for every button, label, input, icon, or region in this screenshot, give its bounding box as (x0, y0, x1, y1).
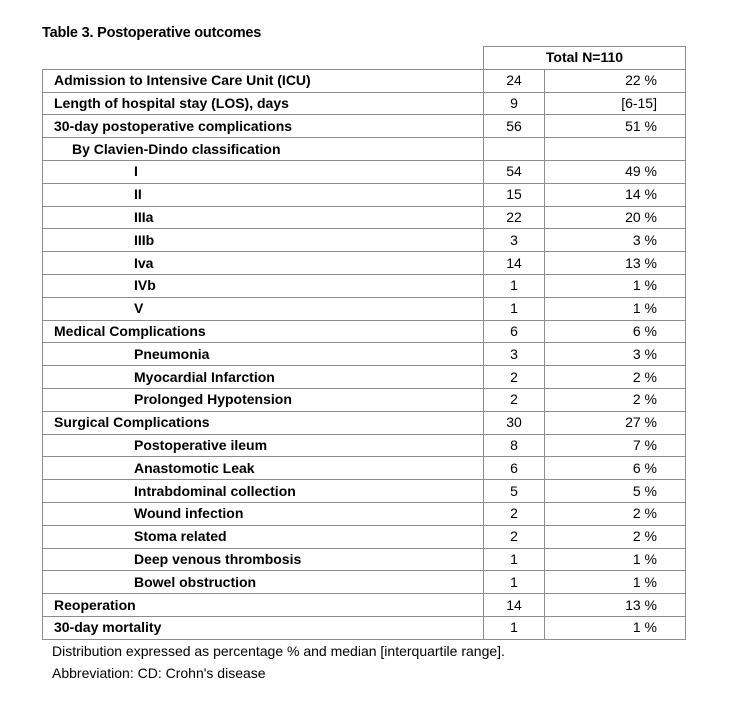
table-row (43, 434, 686, 457)
row-count: 1 (484, 274, 545, 297)
row-label: 30-day mortality (43, 616, 484, 639)
row-percentage: 1 % (545, 297, 686, 320)
table-row (43, 388, 686, 411)
row-label: Pneumonia (43, 343, 484, 366)
table-row (43, 206, 686, 229)
table-row (43, 366, 686, 389)
row-percentage: 2 % (545, 366, 686, 389)
table-row (43, 548, 686, 571)
row-count: 54 (484, 160, 545, 183)
table-row (43, 69, 686, 92)
footnote-distribution: Distribution expressed as percentage % and median [interquartile range]. (52, 643, 505, 659)
row-count: 6 (484, 457, 545, 480)
row-count: 6 (484, 320, 545, 343)
row-label: Medical Complications (43, 320, 484, 343)
row-percentage: 27 % (545, 411, 686, 434)
table-row (43, 616, 686, 639)
row-count: 1 (484, 616, 545, 639)
row-label: Surgical Complications (43, 411, 484, 434)
row-percentage: 6 % (545, 457, 686, 480)
row-count: 24 (484, 69, 545, 92)
row-label: Postoperative ileum (43, 434, 484, 457)
row-percentage: 2 % (545, 388, 686, 411)
row-count: 8 (484, 434, 545, 457)
table-row (43, 411, 686, 434)
row-label: 30-day postoperative complications (43, 115, 484, 138)
table-row (43, 457, 686, 480)
row-label: Anastomotic Leak (43, 457, 484, 480)
row-percentage: 2 % (545, 502, 686, 525)
row-label: Admission to Intensive Care Unit (ICU) (43, 69, 484, 92)
row-label: II (43, 183, 484, 206)
row-count: 9 (484, 92, 545, 115)
row-percentage: 22 % (545, 69, 686, 92)
table-row (43, 92, 686, 115)
row-label: IVb (43, 274, 484, 297)
table-row (43, 502, 686, 525)
row-percentage: 3 % (545, 343, 686, 366)
row-label: Reoperation (43, 594, 484, 617)
row-count: 14 (484, 594, 545, 617)
row-label: Prolonged Hypotension (43, 388, 484, 411)
row-label: IIIb (43, 229, 484, 252)
row-percentage: 14 % (545, 183, 686, 206)
row-label: IIIa (43, 206, 484, 229)
row-percentage: 20 % (545, 206, 686, 229)
footnote-abbreviation: Abbreviation: CD: Crohn's disease (52, 665, 266, 681)
row-count (484, 138, 545, 161)
row-percentage: 2 % (545, 525, 686, 548)
row-count: 15 (484, 183, 545, 206)
table-row (43, 160, 686, 183)
row-count: 14 (484, 252, 545, 275)
table-row (43, 252, 686, 275)
row-label: Deep venous thrombosis (43, 548, 484, 571)
header-blank-cell (43, 47, 484, 70)
header-total-cell: Total N=110 (484, 47, 686, 70)
row-label: Bowel obstruction (43, 571, 484, 594)
row-count: 2 (484, 525, 545, 548)
row-count: 1 (484, 548, 545, 571)
table-row (43, 115, 686, 138)
table-title: Table 3. Postoperative outcomes (42, 25, 262, 41)
row-percentage: 1 % (545, 548, 686, 571)
row-percentage: [6-15] (545, 92, 686, 115)
table-row (43, 594, 686, 617)
row-percentage: 5 % (545, 480, 686, 503)
header-row (43, 47, 686, 70)
table-row (43, 183, 686, 206)
outcomes-table (42, 46, 686, 640)
row-percentage: 13 % (545, 594, 686, 617)
row-percentage: 13 % (545, 252, 686, 275)
row-count: 5 (484, 480, 545, 503)
table-row (43, 320, 686, 343)
row-count: 3 (484, 229, 545, 252)
row-percentage: 1 % (545, 571, 686, 594)
row-label: Length of hospital stay (LOS), days (43, 92, 484, 115)
row-label: Stoma related (43, 525, 484, 548)
table-row (43, 274, 686, 297)
row-count: 22 (484, 206, 545, 229)
row-percentage: 6 % (545, 320, 686, 343)
row-label: By Clavien-Dindo classification (43, 138, 484, 161)
row-count: 2 (484, 388, 545, 411)
row-percentage: 1 % (545, 274, 686, 297)
row-label: Iva (43, 252, 484, 275)
table-row (43, 480, 686, 503)
table-row (43, 343, 686, 366)
row-label: Myocardial Infarction (43, 366, 484, 389)
table-row (43, 229, 686, 252)
table-body (43, 47, 686, 640)
row-count: 56 (484, 115, 545, 138)
row-label: V (43, 297, 484, 320)
row-count: 30 (484, 411, 545, 434)
row-count: 1 (484, 297, 545, 320)
row-count: 2 (484, 366, 545, 389)
table-row (43, 571, 686, 594)
row-percentage: 3 % (545, 229, 686, 252)
row-percentage: 51 % (545, 115, 686, 138)
row-percentage: 7 % (545, 434, 686, 457)
row-percentage (545, 138, 686, 161)
row-label: Intrabdominal collection (43, 480, 484, 503)
row-label: I (43, 160, 484, 183)
row-count: 1 (484, 571, 545, 594)
row-count: 3 (484, 343, 545, 366)
row-percentage: 1 % (545, 616, 686, 639)
table-row (43, 297, 686, 320)
table-row (43, 138, 686, 161)
row-count: 2 (484, 502, 545, 525)
row-percentage: 49 % (545, 160, 686, 183)
table-row (43, 525, 686, 548)
row-label: Wound infection (43, 502, 484, 525)
